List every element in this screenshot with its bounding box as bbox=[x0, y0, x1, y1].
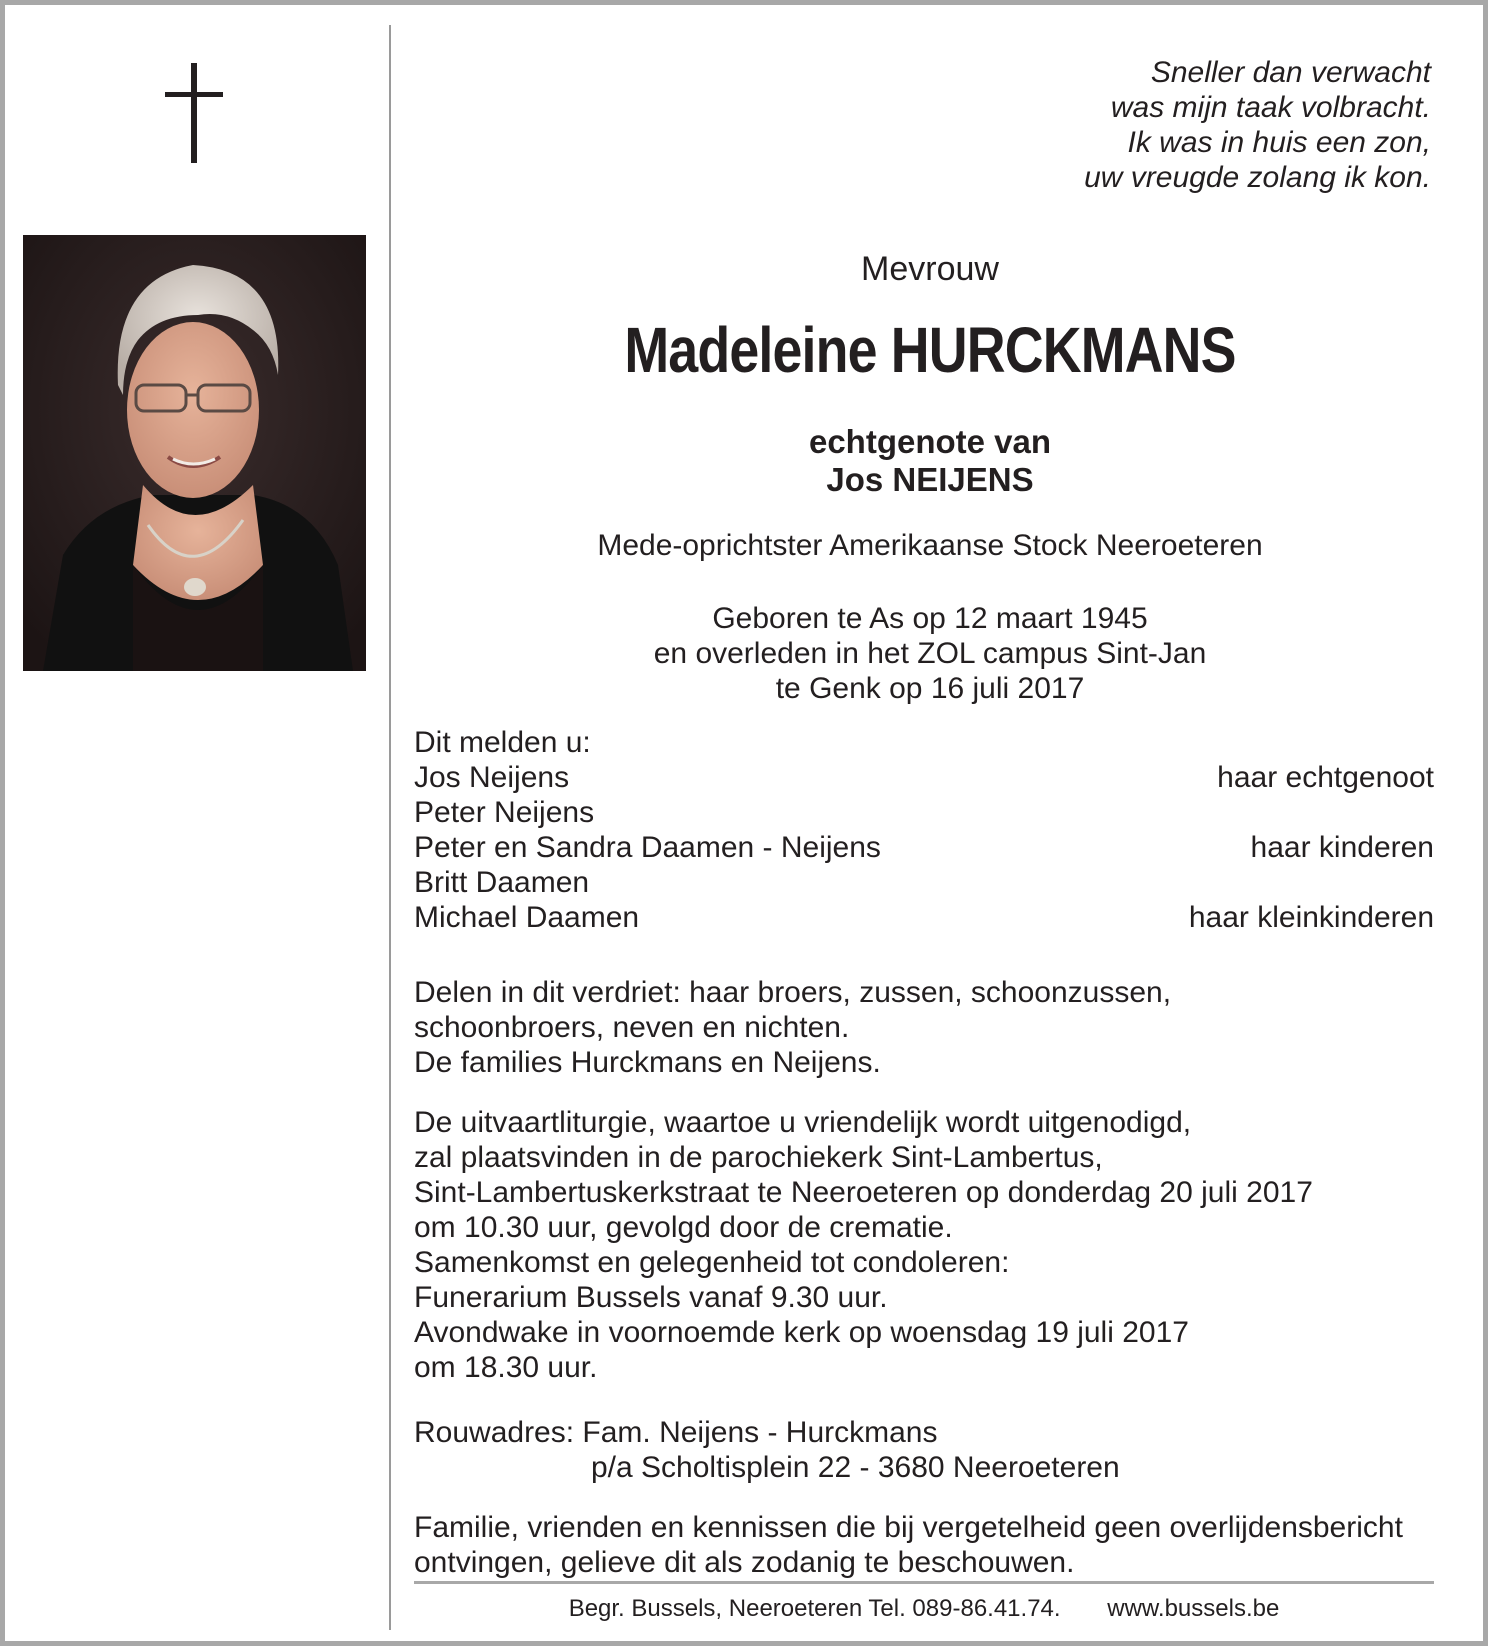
poem-line: Ik was in huis een zon, bbox=[1127, 126, 1431, 159]
text-line: om 18.30 uur. bbox=[414, 1351, 598, 1384]
footer-divider bbox=[414, 1581, 1434, 1584]
address-line: p/a Scholtisplein 22 - 3680 Neeroeteren bbox=[591, 1451, 1120, 1484]
list-item bbox=[414, 900, 1434, 935]
poem-line: uw vreugde zolang ik kon. bbox=[1084, 161, 1431, 194]
text-line: De uitvaartliturgie, waartoe u vriendelijk wordt uitgenodigd, bbox=[414, 1106, 1192, 1139]
closing-note bbox=[414, 1510, 1434, 1580]
website-link[interactable]: www.bussels.be bbox=[1107, 1595, 1280, 1622]
honorific: Mevrouw bbox=[861, 250, 999, 288]
poem-line: Sneller dan verwacht bbox=[1150, 56, 1431, 89]
relative-name: Peter Neijens bbox=[414, 796, 595, 829]
relative-name: Britt Daamen bbox=[414, 866, 590, 899]
list-item bbox=[414, 830, 1434, 865]
text-line: zal plaatsvinden in de parochiekerk Sint-Lambertus, bbox=[414, 1141, 1103, 1174]
date-line: te Genk op 16 juli 2017 bbox=[775, 672, 1085, 705]
relative-name: Peter en Sandra Daamen - Neijens bbox=[414, 831, 881, 864]
poem bbox=[911, 55, 1431, 195]
text-line: Avondwake in voornoemde kerk op woensdag 19 juli 2017 bbox=[414, 1316, 1189, 1349]
relative-name: Jos Neijens bbox=[414, 761, 570, 794]
relation-label: haar kleinkinderen bbox=[1188, 901, 1434, 934]
poem-line: was mijn taak volbracht. bbox=[1110, 91, 1431, 124]
funeral-company: Begr. Bussels, Neeroeteren Tel. 089-86.41.74. bbox=[568, 1595, 1061, 1622]
relative-name: Michael Daamen bbox=[414, 901, 640, 934]
text-line: ontvingen, gelieve dit als zodanig te beschouwen. bbox=[414, 1546, 1075, 1579]
cross-icon bbox=[165, 63, 223, 163]
relation-label: haar kinderen bbox=[1250, 831, 1434, 864]
text-line: Funerarium Bussels vanaf 9.30 uur. bbox=[414, 1281, 888, 1314]
text-line: Delen in dit verdriet: haar broers, zussen, schoonzussen, bbox=[414, 976, 1172, 1009]
date-line: Geboren te As op 12 maart 1945 bbox=[712, 602, 1148, 635]
spouse-block bbox=[425, 423, 1435, 499]
list-item bbox=[414, 760, 1434, 795]
spouse-name: Jos NEIJENS bbox=[826, 461, 1034, 498]
deceased-role: Mede-oprichtster Amerikaanse Stock Neeroeteren bbox=[597, 529, 1263, 562]
text-line: schoonbroers, neven en nichten. bbox=[414, 1011, 850, 1044]
deceased-name: Madeleine HURCKMANS bbox=[624, 314, 1236, 386]
relation-label: haar echtgenoot bbox=[1217, 761, 1434, 794]
life-dates bbox=[425, 601, 1435, 706]
list-item bbox=[414, 865, 1434, 900]
text-line: De families Hurckmans en Neijens. bbox=[414, 1046, 881, 1079]
footer bbox=[414, 1595, 1434, 1623]
address-line: Rouwadres: Fam. Neijens - Hurckmans bbox=[414, 1416, 938, 1449]
funeral-paragraph bbox=[414, 1105, 1434, 1385]
vertical-divider bbox=[389, 25, 391, 1630]
list-item bbox=[414, 795, 1434, 830]
date-line: en overleden in het ZOL campus Sint-Jan bbox=[653, 637, 1207, 670]
text-line: Samenkomst en gelegenheid tot condoleren: bbox=[414, 1246, 1010, 1279]
mourning-address bbox=[414, 1415, 1434, 1485]
text-line: om 10.30 uur, gevolgd door de crematie. bbox=[414, 1211, 953, 1244]
portrait-photo bbox=[23, 235, 366, 671]
grief-paragraph bbox=[414, 975, 1434, 1080]
text-line: Familie, vrienden en kennissen die bij vergetelheid geen overlijdensbericht bbox=[414, 1511, 1403, 1544]
announcement-intro: Dit melden u: bbox=[414, 726, 591, 759]
text-line: Sint-Lambertuskerkstraat te Neeroeteren op donderdag 20 juli 2017 bbox=[414, 1176, 1313, 1209]
announcement-list bbox=[414, 725, 1434, 935]
spouse-intro: echtgenote van bbox=[808, 423, 1052, 460]
